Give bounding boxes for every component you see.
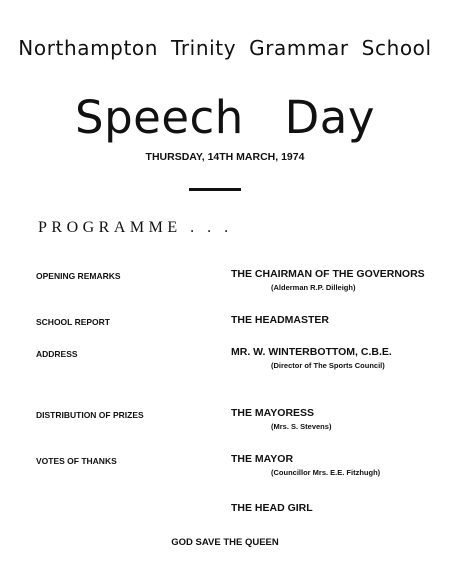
speaker-name: THE MAYORESS [231, 407, 315, 419]
programme-item-label: SCHOOL REPORT [36, 317, 110, 327]
speaker-name: THE HEAD GIRL [231, 502, 313, 514]
speaker-note: (Mrs. S. Stevens) [271, 422, 332, 431]
programme-speaker [231, 453, 380, 477]
programme-item-label: OPENING REMARKS [36, 271, 121, 281]
programme-item-label: VOTES OF THANKS [36, 456, 117, 466]
programme-speaker [231, 407, 331, 431]
speaker-name: THE MAYOR [231, 453, 294, 465]
programme-speaker [231, 314, 329, 326]
programme-speaker [231, 268, 425, 292]
programme-heading: PROGRAMME . . . [38, 219, 233, 236]
event-date: THURSDAY, 14TH MARCH, 1974 [145, 151, 305, 163]
event-title: Speech Day [75, 91, 375, 144]
speaker-note: (Director of The Sports Council) [271, 361, 385, 370]
school-name: Northampton Trinity Grammar School [18, 36, 432, 60]
divider-rule [189, 188, 241, 191]
programme-item-label: DISTRIBUTION OF PRIZES [36, 410, 144, 420]
closing-anthem: GOD SAVE THE QUEEN [171, 537, 279, 548]
programme-item-label: ADDRESS [36, 349, 78, 359]
programme-speaker [231, 346, 392, 370]
speaker-note: (Councillor Mrs. E.E. Fitzhugh) [271, 468, 381, 477]
speaker-note: (Alderman R.P. Dilleigh) [271, 283, 356, 292]
speaker-name: MR. W. WINTERBOTTOM, C.B.E. [231, 346, 392, 358]
programme-speaker [231, 502, 313, 514]
speaker-name: THE CHAIRMAN OF THE GOVERNORS [231, 268, 425, 280]
speaker-name: THE HEADMASTER [231, 314, 330, 326]
